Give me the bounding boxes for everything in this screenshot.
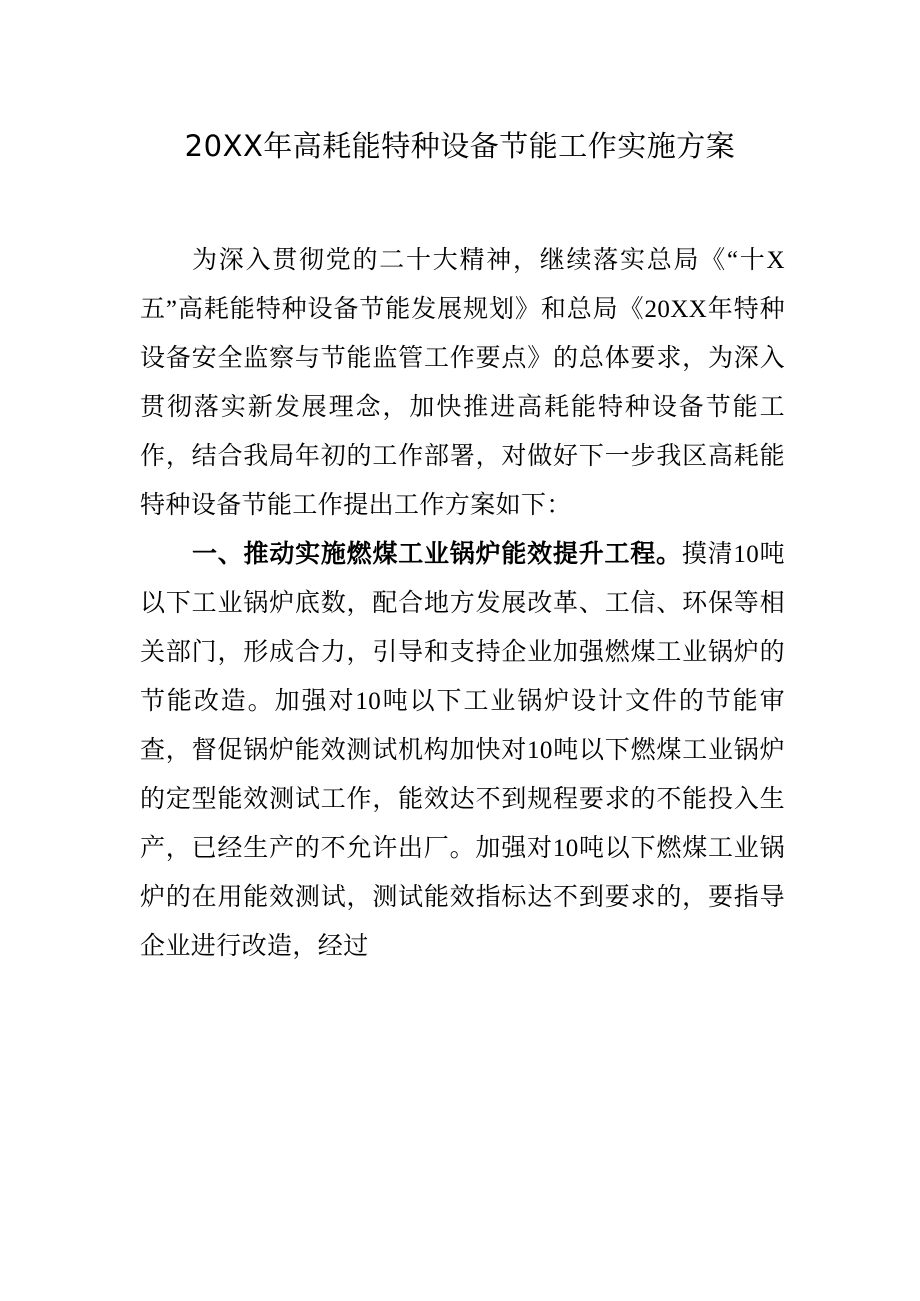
section-1-heading: 一、推动实施燃煤工业锅炉能效提升工程。 [192,541,682,568]
document-title: 20XX年高耗能特种设备节能工作实施方案 [184,129,736,163]
intro-paragraph: 为深入贯彻党的二十大精神，继续落实总局《“十X五”高耗能特种设备节能发展规划》和总局《20XX年特种设备安全监察与节能监管工作要点》的总体要求，为深入贯彻落实新发展理念，加快推进高耗能特种设备节能工作，结合我局年初的工作部署，对做好下一步我区高耗能特种设备节能工作提出工作方案如下： [140,247,785,519]
document-body [140,236,785,971]
section-1-paragraph [140,530,785,971]
section-1-body: 摸清10吨以下工业锅炉底数，配合地方发展改革、工信、环保等相关部门，形成合力，引导和支持企业加强燃煤工业锅炉的节能改造。加强对10吨以下工业锅炉设计文件的节能审查，督促锅炉能效测试机构加快对10吨以下燃煤工业锅炉的定型能效测试工作，能效达不到规程要求的不能投入生产，已经生产的不允许出厂。加强对10吨以下燃煤工业锅炉的在用能效测试，测试能效指标达不到要求的，要指导企业进行改造，经过 [140,541,785,960]
